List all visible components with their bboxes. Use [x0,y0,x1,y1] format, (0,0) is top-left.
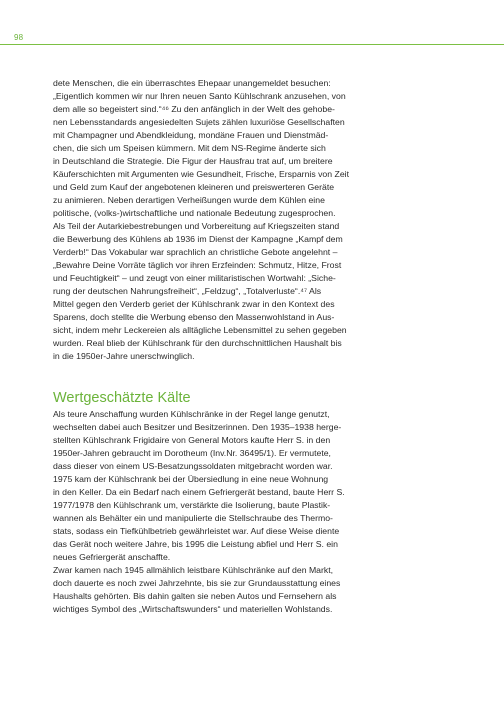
text-line: wannen als Behälter ein und manipulierte die Stellschraube des Thermo- [53,513,333,523]
text-line: Zwar kamen nach 1945 allmählich leistbare Kühlschränke auf den Markt, [53,565,334,575]
body-paragraph [53,77,453,363]
text-line: „Bewahre Deine Vorräte täglich vor ihren Erzfeinden: Schmutz, Hitze, Frost [53,260,342,270]
text-line: sicht, indem mehr Leckereien als alltägliche Lebensmittel zu sehen gegeben [53,325,347,335]
text-line: Sparens, doch stellte die Werbung ebenso den Massenwohlstand in Aus- [53,312,335,322]
text-line: 1950er-Jahren gebraucht im Dorotheum (Inv.Nr. 36495/1). Er vermutete, [53,448,331,458]
text-line: doch dauerte es noch zwei Jahrzehnte, bis sie zur Grundausstattung eines [53,578,341,588]
text-line: in Deutschland die Strategie. Die Figur der Hausfrau trat auf, um breitere [53,156,333,166]
text-line: und Geld zum Kauf der angebotenen kleineren und preiswerteren Geräte [53,182,335,192]
header-rule [0,44,504,45]
text-line: zu animieren. Neben derartigen Verheißungen wurde dem Kühlen eine [53,195,325,205]
text-line: in den Keller. Da ein Bedarf nach einem Gefriergerät bestand, baute Herr S. [53,487,345,497]
text-line: politische, (volks-)wirtschaftliche und nationale Bedeutung zugesprochen. [53,208,336,218]
text-line: die Bewerbung des Kühlens ab 1936 im Dienst der Kampagne „Kampf dem [53,234,343,244]
text-line: dem alle so begeistert sind.“⁴⁶ Zu den anfänglich in der Welt des gehobe- [53,104,335,114]
text-line: nen Lebensstandards angesiedelten Sujets zählen luxuriöse Gesellschaften [53,117,345,127]
text-line: rung der deutschen Nahrungsfreiheit“, „Feldzug“, „Totalverluste“.⁴⁷ Als [53,286,322,296]
text-line: das Gerät noch weitere Jahre, bis 1995 die Leistung abfiel und Herr S. ein [53,539,338,549]
section-paragraph [53,408,453,616]
text-line: dass dieser von einem US-Besatzungssoldaten mitgebracht worden war. [53,461,333,471]
text-line: „Eigentlich kommen wir nur Ihren neuen Santo Kühlschrank anzusehen, von [53,91,346,101]
text-line: chen, die sich um Speisen kümmern. Mit dem NS-Regime änderte sich [53,143,326,153]
section-heading: Wertgeschätzte Kälte [53,390,191,407]
text-line: Verderb!“ Das Vokabular war sprachlich an christliche Gebote angelehnt – [53,247,338,257]
text-line: Käuferschichten mit Argumenten wie Gesundheit, Frische, Ersparnis von Zeit [53,169,349,179]
text-line: und Feuchtigkeit“ – und zeugt von einer militaristischen Wortwahl: „Siche- [53,273,336,283]
text-line: Haushalts gehörten. Bis dahin galten sie neben Autos und Fernsehern als [53,591,337,601]
text-line: Mittel gegen den Verderb geriet der Kühlschrank zwar in den Kontext des [53,299,335,309]
text-line: Als Teil der Autarkiebestrebungen und Vorbereitung auf Kriegszeiten stand [53,221,340,231]
text-line: wichtiges Symbol des „Wirtschaftswunders“ und materiellen Wohlstands. [53,604,333,614]
text-line: mit Champagner und Abendkleidung, mondäne Frauen und Dienstmäd- [53,130,329,140]
page-number: 98 [14,33,24,42]
text-line: 1977/1978 den Kühlschrank um, verstärkte die Isolierung, baute Plastik- [53,500,331,510]
text-line: stats, sodass ein Tiefkühlbetrieb gewährleistet war. Auf diese Weise diente [53,526,340,536]
text-line: wechselten dabei auch Besitzer und Besitzerinnen. Den 1935–1938 herge- [53,422,342,432]
text-line: stellten Kühlschrank Frigidaire von General Motors kaufte Herr S. in den [53,435,331,445]
text-line: Als teure Anschaffung wurden Kühlschränke in der Regel lange genutzt, [53,409,330,419]
text-line: 1975 kam der Kühlschrank bei der Übersiedlung in eine neue Wohnung [53,474,329,484]
text-line: dete Menschen, die ein überraschtes Ehepaar unangemeldet besuchen: [53,78,331,88]
text-line: in die 1950er-Jahre unerschwinglich. [53,351,195,361]
text-line: wurden. Real blieb der Kühlschrank für den durchschnittlichen Haushalt bis [53,338,342,348]
text-line: neues Gefriergerät anschaffte. [53,552,171,562]
